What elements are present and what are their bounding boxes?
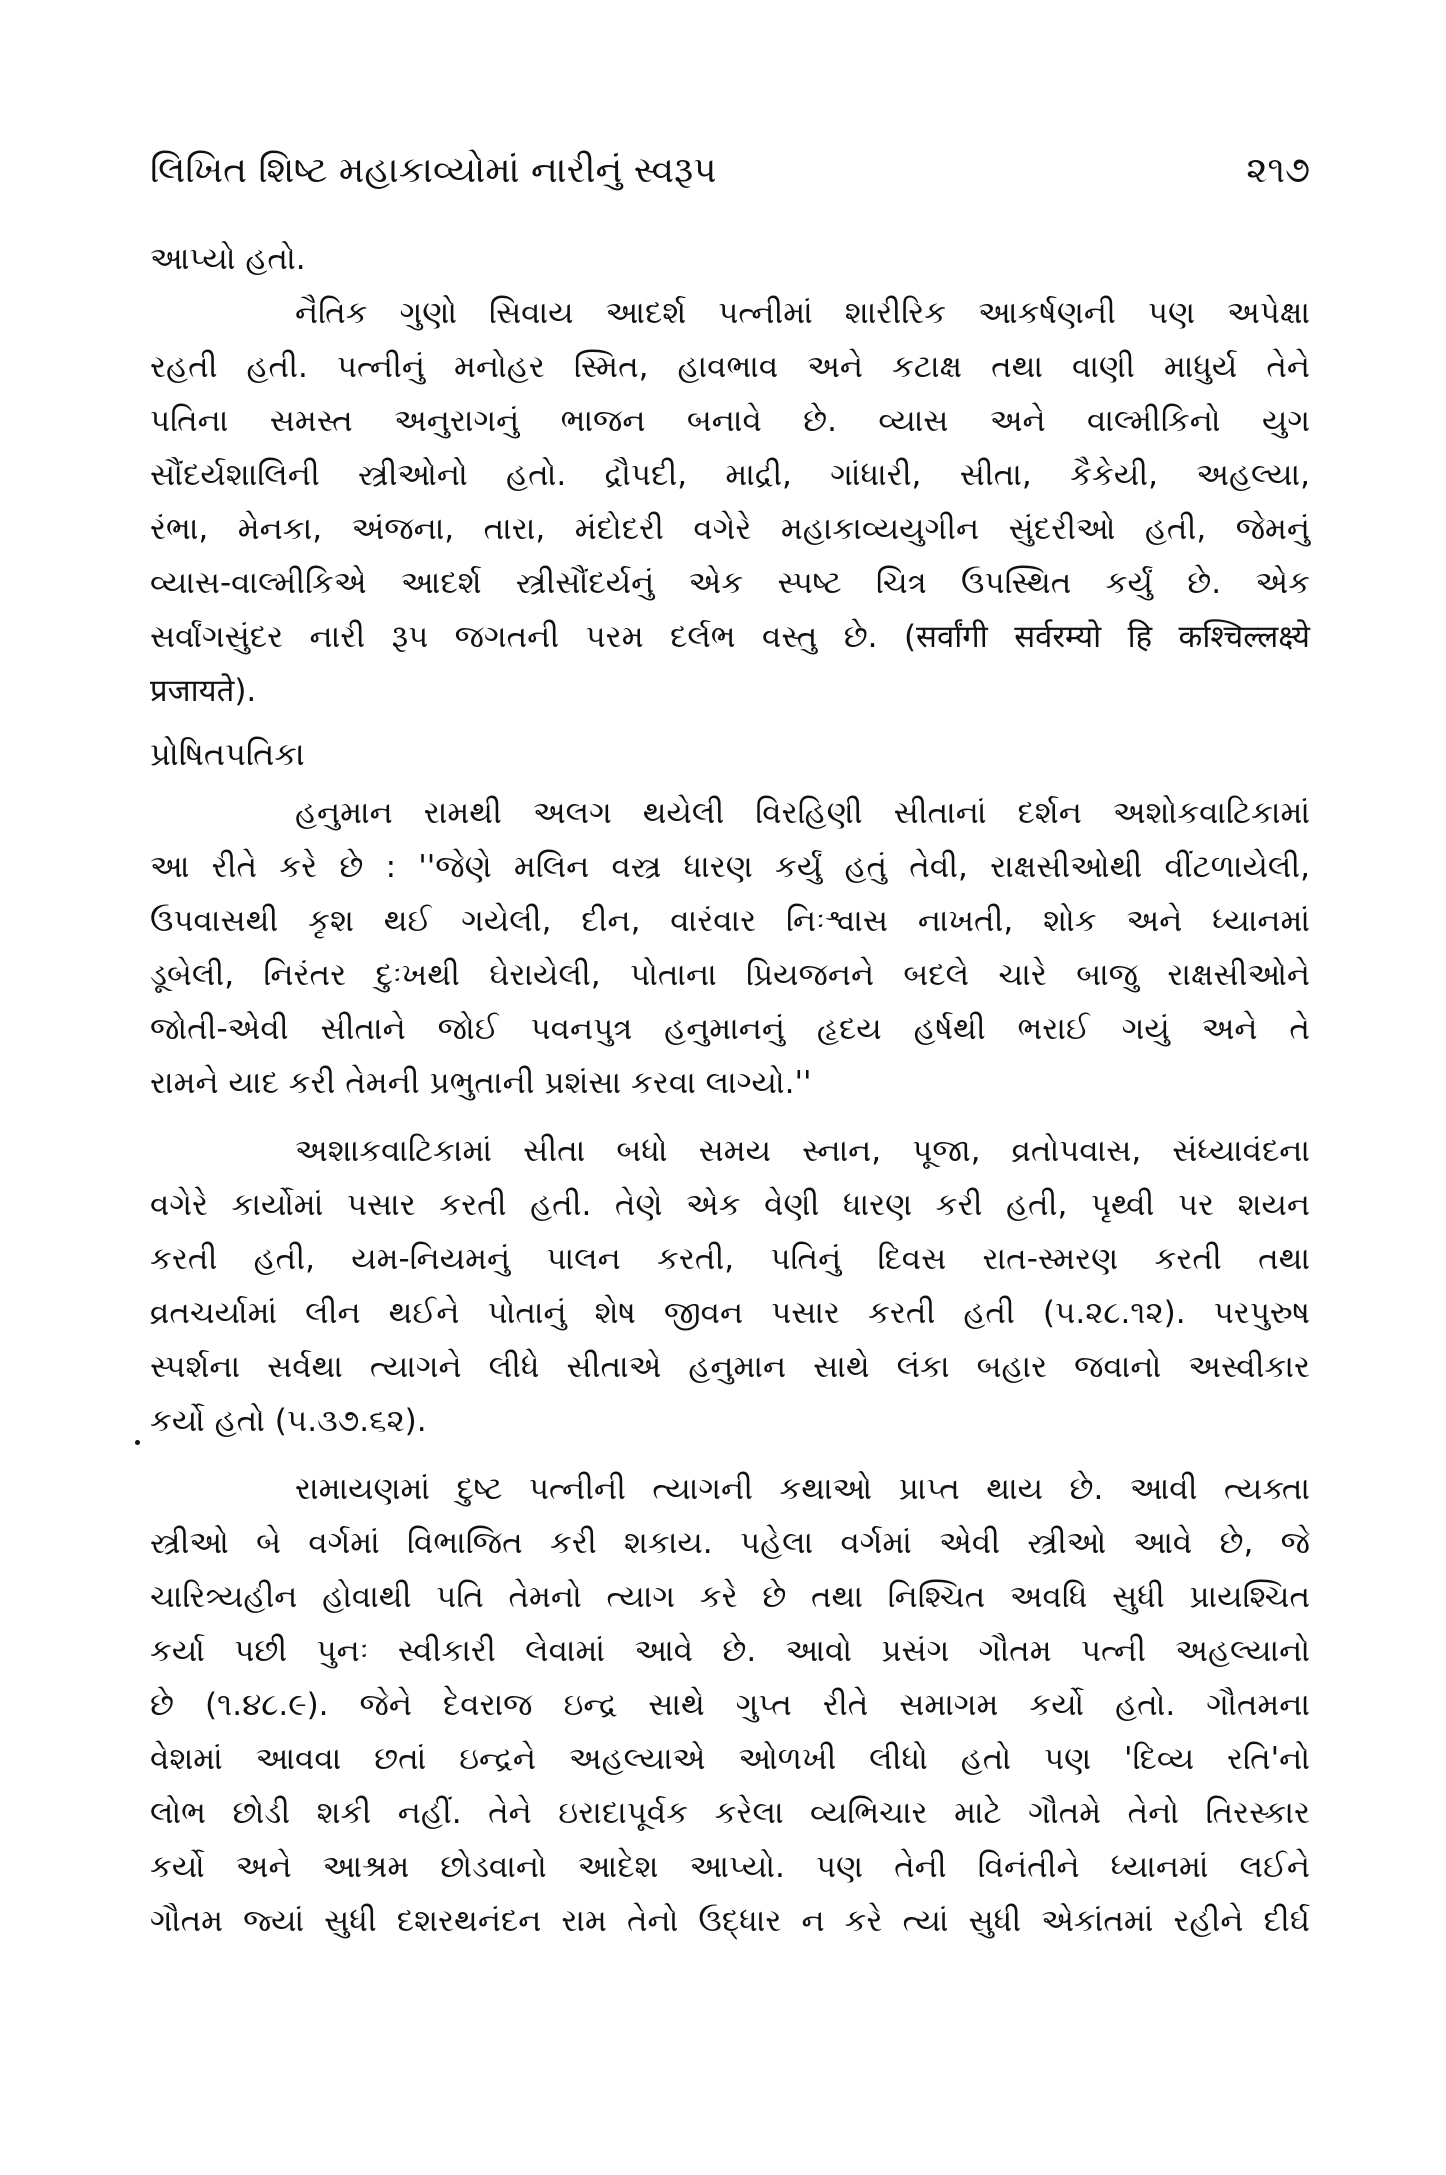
- text-line: સર્વાંગસુંદર નારી રૂપ જગતની પરમ દર્લભ વસ્તુ છે. (सर्वांगी सर्वरम्यो हि कश्चिल्लक्ष्ये: [150, 619, 1310, 655]
- page-number: ૨૧૭: [1246, 150, 1310, 191]
- text-line: વગેરે કાર્યોમાં પસાર કરતી હતી. તેણે એક વેણી ધારણ કરી હતી, પૃથ્વી પર શયન: [150, 1187, 1310, 1223]
- running-header: [150, 146, 1310, 206]
- text-line: રંભા, મેનકા, અંજના, તારા, મંદોદરી વગેરે મહાકાવ્યયુગીન સુંદરીઓ હતી, જેમનું: [150, 511, 1310, 547]
- text-line: प्रजायते).: [150, 673, 257, 709]
- paragraph-gap: [150, 1110, 1310, 1124]
- text-line: રામને યાદ કરી તેમની પ્રભુતાની પ્રશંસા કરવા લાગ્યો.'': [150, 1065, 812, 1101]
- text-line: ઉપવાસથી કૃશ થઈ ગયેલી, દીન, વારંવાર નિઃશ્વાસ નાખતી, શોક અને ધ્યાનમાં: [150, 903, 1310, 939]
- text-line: ચારિત્ર્યહીન હોવાથી પતિ તેમનો ત્યાગ કરે છે તથા નિશ્ચિત અવધિ સુધી પ્રાયશ્ચિત: [150, 1579, 1310, 1615]
- text-line: કર્યો હતો (૫.૩૭.૬૨).: [150, 1403, 427, 1439]
- running-title: લિખિત શિષ્ટ મહાકાવ્યોમાં નારીનું સ્વરૂપ: [150, 150, 717, 191]
- body-text: [150, 232, 1310, 1948]
- text-line: રહતી હતી. પત્નીનું મનોહર સ્મિત, હાવભાવ અને કટાક્ષ તથા વાણી માધુર્ય તેને: [150, 349, 1310, 385]
- text-line: આપ્યો હતો.: [150, 241, 306, 277]
- text-line: વેશમાં આવવા છતાં ઇન્દ્રને અહલ્યાએ ઓળખી લીધો હતો પણ 'દિવ્ય રતિ'નો: [150, 1741, 1310, 1777]
- text-line: સ્પર્શના સર્વથા ત્યાગને લીધે સીતાએ હનુમાન સાથે લંકા બહાર જવાનો અસ્વીકાર: [150, 1349, 1310, 1385]
- text-line: સૌંદર્યશાલિની સ્ત્રીઓનો હતો. દ્રૌપદી, માદ્રી, ગાંધારી, સીતા, કૈકેયી, અહલ્યા,: [150, 457, 1310, 493]
- text-line: વ્યાસ-વાલ્મીકિએ આદર્શ સ્ત્રીસૌંદર્યનું એક સ્પષ્ટ ચિત્ર ઉપસ્થિત કર્યું છે. એક: [150, 565, 1310, 601]
- text-line: રામાયણમાં દુષ્ટ પત્નીની ત્યાગની કથાઓ પ્રાપ્ત થાય છે. આવી ત્યક્તા: [295, 1471, 1310, 1507]
- text-line: ડૂબેલી, નિરંતર દુઃખથી ઘેરાયેલી, પોતાના પ્રિયજનને બદલે ચારે બાજુ રાક્ષસીઓને: [150, 957, 1310, 993]
- text-line: સ્ત્રીઓ બે વર્ગમાં વિભાજિત કરી શકાય. પહેલા વર્ગમાં એવી સ્ત્રીઓ આવે છે, જે: [150, 1525, 1310, 1561]
- text-line: આ રીતે કરે છે : ''જેણે મલિન વસ્ત્ર ધારણ કર્યું હતું તેવી, રાક્ષસીઓથી વીંટળાયેલી,: [150, 849, 1310, 885]
- text-line: છે (૧.૪૮.૯). જેને દેવરાજ ઇન્દ્ર સાથે ગુપ્ત રીતે સમાગમ કર્યો હતો. ગૌતમના: [150, 1687, 1310, 1723]
- text-line: કરતી હતી, યમ-નિયમનું પાલન કરતી, પતિનું દિવસ રાત-સ્મરણ કરતી તથા: [150, 1241, 1310, 1277]
- text-line: લોભ છોડી શકી નહીં. તેને ઇરાદાપૂર્વક કરેલા વ્યભિચાર માટે ગૌતમે તેનો તિરસ્કાર: [150, 1795, 1310, 1831]
- text-line: અશાકવાટિકામાં સીતા બધો સમય સ્નાન, પૂજા, વ્રતોપવાસ, સંધ્યાવંદના: [295, 1133, 1310, 1169]
- text-line: હનુમાન રામથી અલગ થયેલી વિરહિણી સીતાનાં દર્શન અશોકવાટિકામાં: [295, 795, 1310, 831]
- text-line: ગૌતમ જ્યાં સુધી દશરથનંદન રામ તેનો ઉદ્ધાર ન કરે ત્યાં સુધી એકાંતમાં રહીને દીર્ઘ: [150, 1903, 1310, 1939]
- paragraph-gap: [150, 1448, 1310, 1462]
- text-line: પતિના સમસ્ત અનુરાગનું ભાજન બનાવે છે. વ્યાસ અને વાલ્મીકિનો યુગ: [150, 403, 1310, 439]
- text-line: જોતી-એવી સીતાને જોઈ પવનપુત્ર હનુમાનનું હૃદય હર્ષથી ભરાઈ ગયું અને તે: [150, 1011, 1310, 1047]
- text-line: વ્રતચર્યામાં લીન થઈને પોતાનું શેષ જીવન પસાર કરતી હતી (૫.૨૮.૧૨). પરપુરુષ: [150, 1295, 1310, 1331]
- section-heading: પ્રોષિતપતિકા: [150, 735, 305, 773]
- text-line: કર્યા પછી પુનઃ સ્વીકારી લેવામાં આવે છે. આવો પ્રસંગ ગૌતમ પત્ની અહલ્યાનો: [150, 1633, 1310, 1669]
- margin-speck: [135, 1440, 140, 1445]
- text-line: નૈતિક ગુણો સિવાય આદર્શ પત્નીમાં શારીરિક આકર્ષણની પણ અપેક્ષા: [295, 295, 1310, 331]
- text-line: કર્યો અને આશ્રમ છોડવાનો આદેશ આપ્યો. પણ તેની વિનંતીને ધ્યાનમાં લઈને: [150, 1849, 1310, 1885]
